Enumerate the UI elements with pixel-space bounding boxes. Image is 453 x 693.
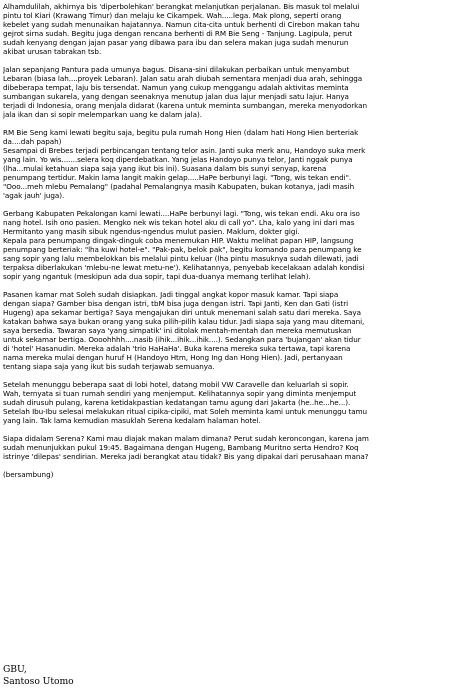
paragraph (3, 434, 447, 461)
text-line: nang hotel. Isih ono pasien. Mengko nek wis tekan hotel aku di call yo". Lha, kalo yang ini dari mas (3, 218, 355, 227)
text-line: sudah dirusuh pulang, karena ketidakpastian kedatangan tamu agung dari Jakarta (he..he...he...). (3, 398, 351, 407)
text-line: Hugeng) apa sekamar bertiga? Saya mengajukan diri untuk menemani salah satu dari mereka. Saya (3, 308, 361, 317)
paragraph (3, 209, 447, 281)
text-line: sang sopir yang lalu membelokkan bis melalui pintu keluar (lha pintu masuknya sudah dilewati, jadi (3, 254, 359, 263)
text-line: Sesampai di Brebes terjadi perbincangan tentang telor asin. Janti suka merk anu, Handoyo suka merk (3, 146, 366, 155)
text-line: sudah menunjukkan pukul 19:45. Bagaimana dengan Hugeng, Bambang Muritno serta Hendro? Koq (3, 443, 359, 452)
text-line: penumpang berteriak: "lha kuwi hotel-e". "Pak-pak, belok pak", begitu komando para penumpang ke (3, 245, 362, 254)
text-line: pintu tol Kiari (Krawang Timur) dan melaju ke Cikampek. Wah.....lega. Mak plong, seperti orang (3, 11, 342, 20)
text-line: sopir yang ngantuk (meskipun ada dua sopir, tapi dua-duanya memang terlihat lelah). (3, 272, 311, 281)
text-line: gejrot sirna sudah. Begitu juga dengan rencana berhenti di RM Bie Seng - Tanjung. Lagipula, perut (3, 29, 353, 38)
text-line: nama mereka mulai dengan huruf H (Handoyo Htm, Hong Ing dan Hong Hien). Jadi, pertanyaan (3, 353, 343, 362)
paragraph (3, 2, 447, 56)
text-line: Wah, ternyata si tuan rumah sendiri yang menjemput. Kelihatannya sopir yang diminta menjemput (3, 389, 357, 398)
text-line: Siapa didalam Serena? Kami mau diajak makan malam dimana? Perut sudah keroncongan, karena jam (3, 434, 369, 443)
text-line: katakan bahwa saya bukan orang yang suka pilih-pilih kalau tidur. Jadi siapa saja yang mau ditemani, (3, 317, 365, 326)
text-line: yang lain. Tak lama kemudian masuklah Serena kedalam halaman hotel. (3, 416, 261, 425)
signature-block (3, 664, 74, 688)
text-line: Alhamdulilah, akhirnya bis 'diperbolehkan' berangkat melanjutkan perjalanan. Bis masuk tol melalui (3, 2, 360, 11)
text-line: Lebaran (biasa lah....proyek Lebaran). Jalan satu arah diubah sementara menjadi dua arah, sehingga (3, 74, 363, 83)
text-line: Setelah menunggu beberapa saat di lobi hotel, datang mobil VW Caravelle dan keluarlah si sopir. (3, 380, 349, 389)
text-line: da....dah papah) (3, 137, 62, 146)
signature-greeting: GBU, (3, 664, 27, 675)
text-line: Jalan sepanjang Pantura pada umunya bagus. Disana-sini dilakukan perbaikan untuk menyambut (3, 65, 350, 74)
text-line: akibat urusan tabrakan tsb. (3, 47, 102, 56)
text-line: penumpang tertidur. Makin lama langit makin gelap.....HaPe berbunyi lagi. "Tong, wis tekan endi". (3, 173, 352, 182)
text-line: terjadi di Indonesia, orang menjala didarat (karena untuk meminta sumbangan, mereka menyodorkan (3, 101, 368, 110)
text-line: dibeberapa tempat, laju bis tersendat. Namun yang cukup menggangu adalah aktivitas meminta (3, 83, 349, 92)
text-line: Pasanen kamar mat Soleh sudah disiapkan. Jadi tinggal angkat kopor masuk kamar. Tapi siapa (3, 290, 339, 299)
text-line: "Ooo...meh mlebu Pemalang" (padahal Pemalangnya masih Kabupaten, bukan kotanya, jadi masih (3, 182, 355, 191)
text-line: Kepala para penumpang dingak-dinguk coba menemukan HIP. Waktu melihat papan HIP, langsung (3, 236, 354, 245)
text-line: sumbangan sukarela, yang dengan seenaknya menutup jalan dua lajur menjadi satu lajur. Hanya (3, 92, 349, 101)
text-line: RM Bie Seng kami lewati begitu saja, begitu pula rumah Hong Hien (dalam hati Hong Hien berteriak (3, 128, 359, 137)
text-line: (lha...mulai ketahuan siapa saja yang ikut bis ini). Suasana dalam bis sunyi senyap, karena (3, 164, 327, 173)
text-line: untuk sekamar bertiga. Oooohhhh....nasib (ihik...ihik...ihik....). Sedangkan para 'bujangan' akan tidur (3, 335, 361, 344)
text-line: yang lain. Yo wis.......selera koq diperdebatkan. Yang jelas Handoyo punya telor, Janti nggak punya (3, 155, 353, 164)
text-line: Gerbang Kabupaten Pekalongan kami lewati....HaPe berbunyi lagi. "Tong, wis tekan endi. Aku ora iso (3, 209, 360, 218)
paragraph (3, 65, 447, 119)
text-line: sudah kenyang dengan jajan pasar yang dibawa para ibu dan selera makan juga sudah menurun (3, 38, 349, 47)
text-line: kebelet yang sudah menunaikan hajatannya. Namun cita-cita untuk berhenti di Cirebon makan tahu (3, 20, 360, 29)
text-line: terpaksa diberlakukan 'mlebu-ne lewat metu-ne'). Kelihatannya, penyebab kecelakaan adalah kondisi (3, 263, 365, 272)
text-line: dengan siapa? Gamber bisa dengan istri, tbM bisa juga dengan istri. Tapi Janti, Ken dan Gati (istri (3, 299, 349, 308)
paragraph (3, 128, 447, 200)
text-line: tentang siapa saja yang ikut bis sudah terjawab semuanya. (3, 362, 215, 371)
text-line: Setelah Ibu-Ibu selesai melakukan ritual cipika-cipiki, mat Soleh meminta kami untuk menunggu tamu (3, 407, 368, 416)
text-line: 'agak jauh' juga). (3, 191, 65, 200)
text-line: saya bersedia. Tawaran saya 'yang simpatik' ini ditolak mentah-mentah dan mereka memutuskan (3, 326, 352, 335)
paragraph (3, 380, 447, 425)
text-line: di 'hotel' Hasanudin. Mereka adalah 'trio HaHaHa'. Buka karena mereka suka tertawa, tapi karena (3, 344, 351, 353)
text-line: istrinye 'dilepas' sendirian. Mereka jadi berangkat atau tidak? Bis yang dipakai dari perusahaan mana? (3, 452, 369, 461)
text-line: jala ikan dan si sopir melemparkan uang ke dalam jala). (3, 110, 202, 119)
paragraph (3, 290, 447, 371)
text-line: Hermitanto yang masih sibuk ngendus-ngendus mulut pasien. Maklum, dokter gigi. (3, 227, 300, 236)
paragraph (3, 470, 447, 479)
text-line: (bersambung) (3, 470, 54, 479)
article-body (3, 2, 447, 479)
signature-name: Santoso Utomo (3, 676, 74, 687)
